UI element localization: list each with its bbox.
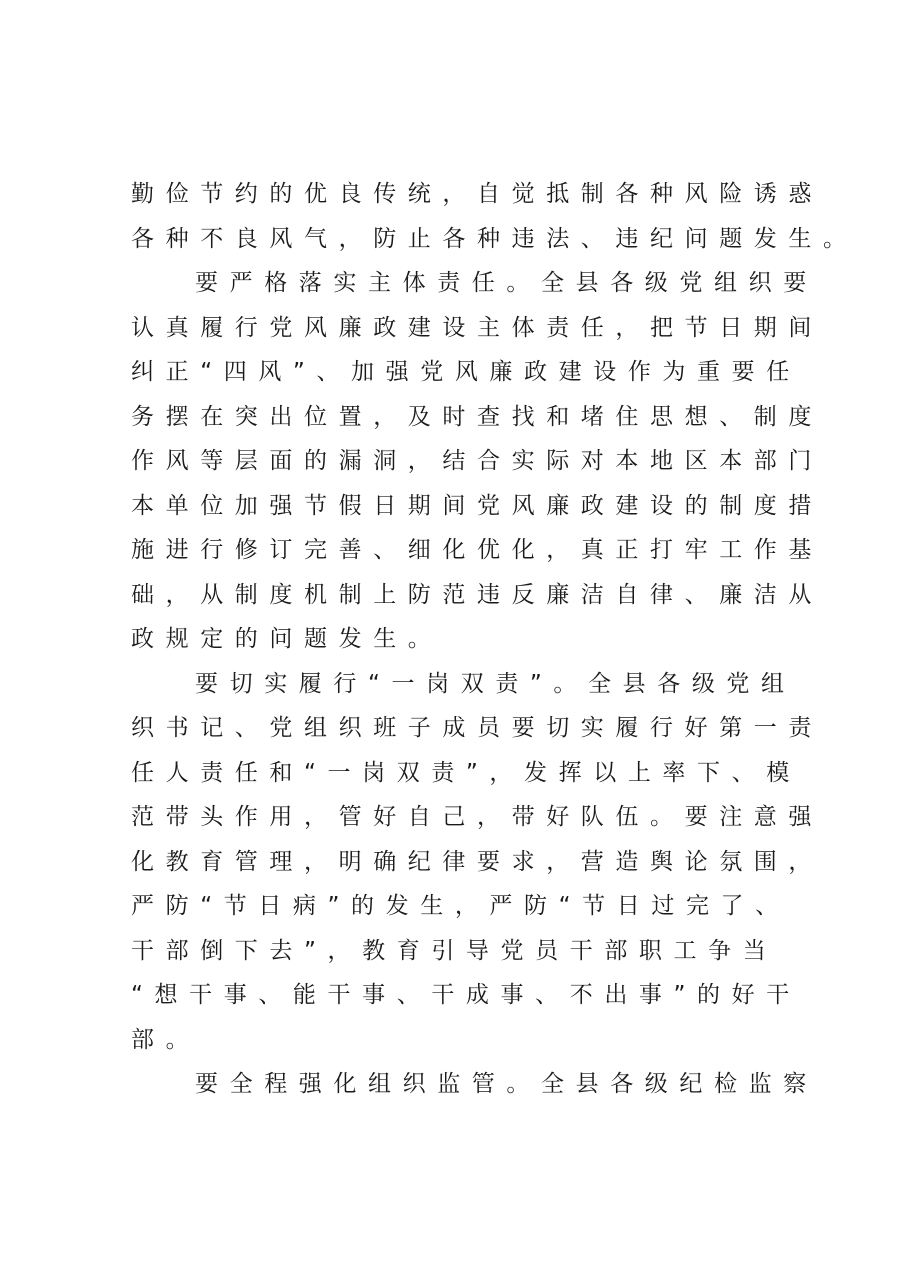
text-line: 任人责任和“一岗双责”，发挥以上率下、模 xyxy=(131,759,801,786)
text-line: 础，从制度机制上防范违反廉洁自律、廉洁从 xyxy=(131,581,823,608)
text-line: 化教育管理，明确纪律要求，营造舆论氛围， xyxy=(131,848,823,875)
paragraph-start-line: 要严格落实主体责任。全县各级党组织要 xyxy=(195,270,818,296)
text-line: 严防“节日病”的发生，严防“节日过完了、 xyxy=(131,893,790,919)
paragraph-start-line: 要切实履行“一岗双责”。全县各级党组 xyxy=(195,670,796,697)
text-line: 作风等层面的漏洞，结合实际对本地区本部门 xyxy=(131,448,823,474)
text-line: “想干事、能干事、干成事、不出事”的好干 xyxy=(131,982,801,1008)
paragraph-start-line: 要全程强化组织监管。全县各级纪检监察 xyxy=(195,1071,818,1097)
text-line: 施进行修订完善、细化优化，真正打牢工作基 xyxy=(131,537,823,563)
text-line: 范带头作用，管好自己，带好队伍。要注意强 xyxy=(131,804,823,830)
text-line: 纠正“四风”、加强党风廉政建设作为重要任 xyxy=(131,359,801,385)
text-line: 各种不良风气，防止各种违法、违纪问题发生。 xyxy=(131,225,858,252)
text-line: 务摆在突出位置，及时查找和堵住思想、制度 xyxy=(131,403,823,430)
text-line: 干部倒下去”，教育引导党员干部职工争当 xyxy=(131,937,778,964)
text-line: 认真履行党风廉政建设主体责任，把节日期间 xyxy=(131,314,823,341)
text-line: 勤俭节约的优良传统，自觉抵制各种风险诱惑 xyxy=(131,181,823,207)
body-text xyxy=(131,172,858,1107)
text-line: 政规定的问题发生。 xyxy=(131,626,443,652)
text-line: 本单位加强节假日期间党风廉政建设的制度措 xyxy=(131,492,823,519)
text-line: 部。 xyxy=(131,1026,201,1053)
text-line: 织书记、党组织班子成员要切实履行好第一责 xyxy=(131,715,823,741)
